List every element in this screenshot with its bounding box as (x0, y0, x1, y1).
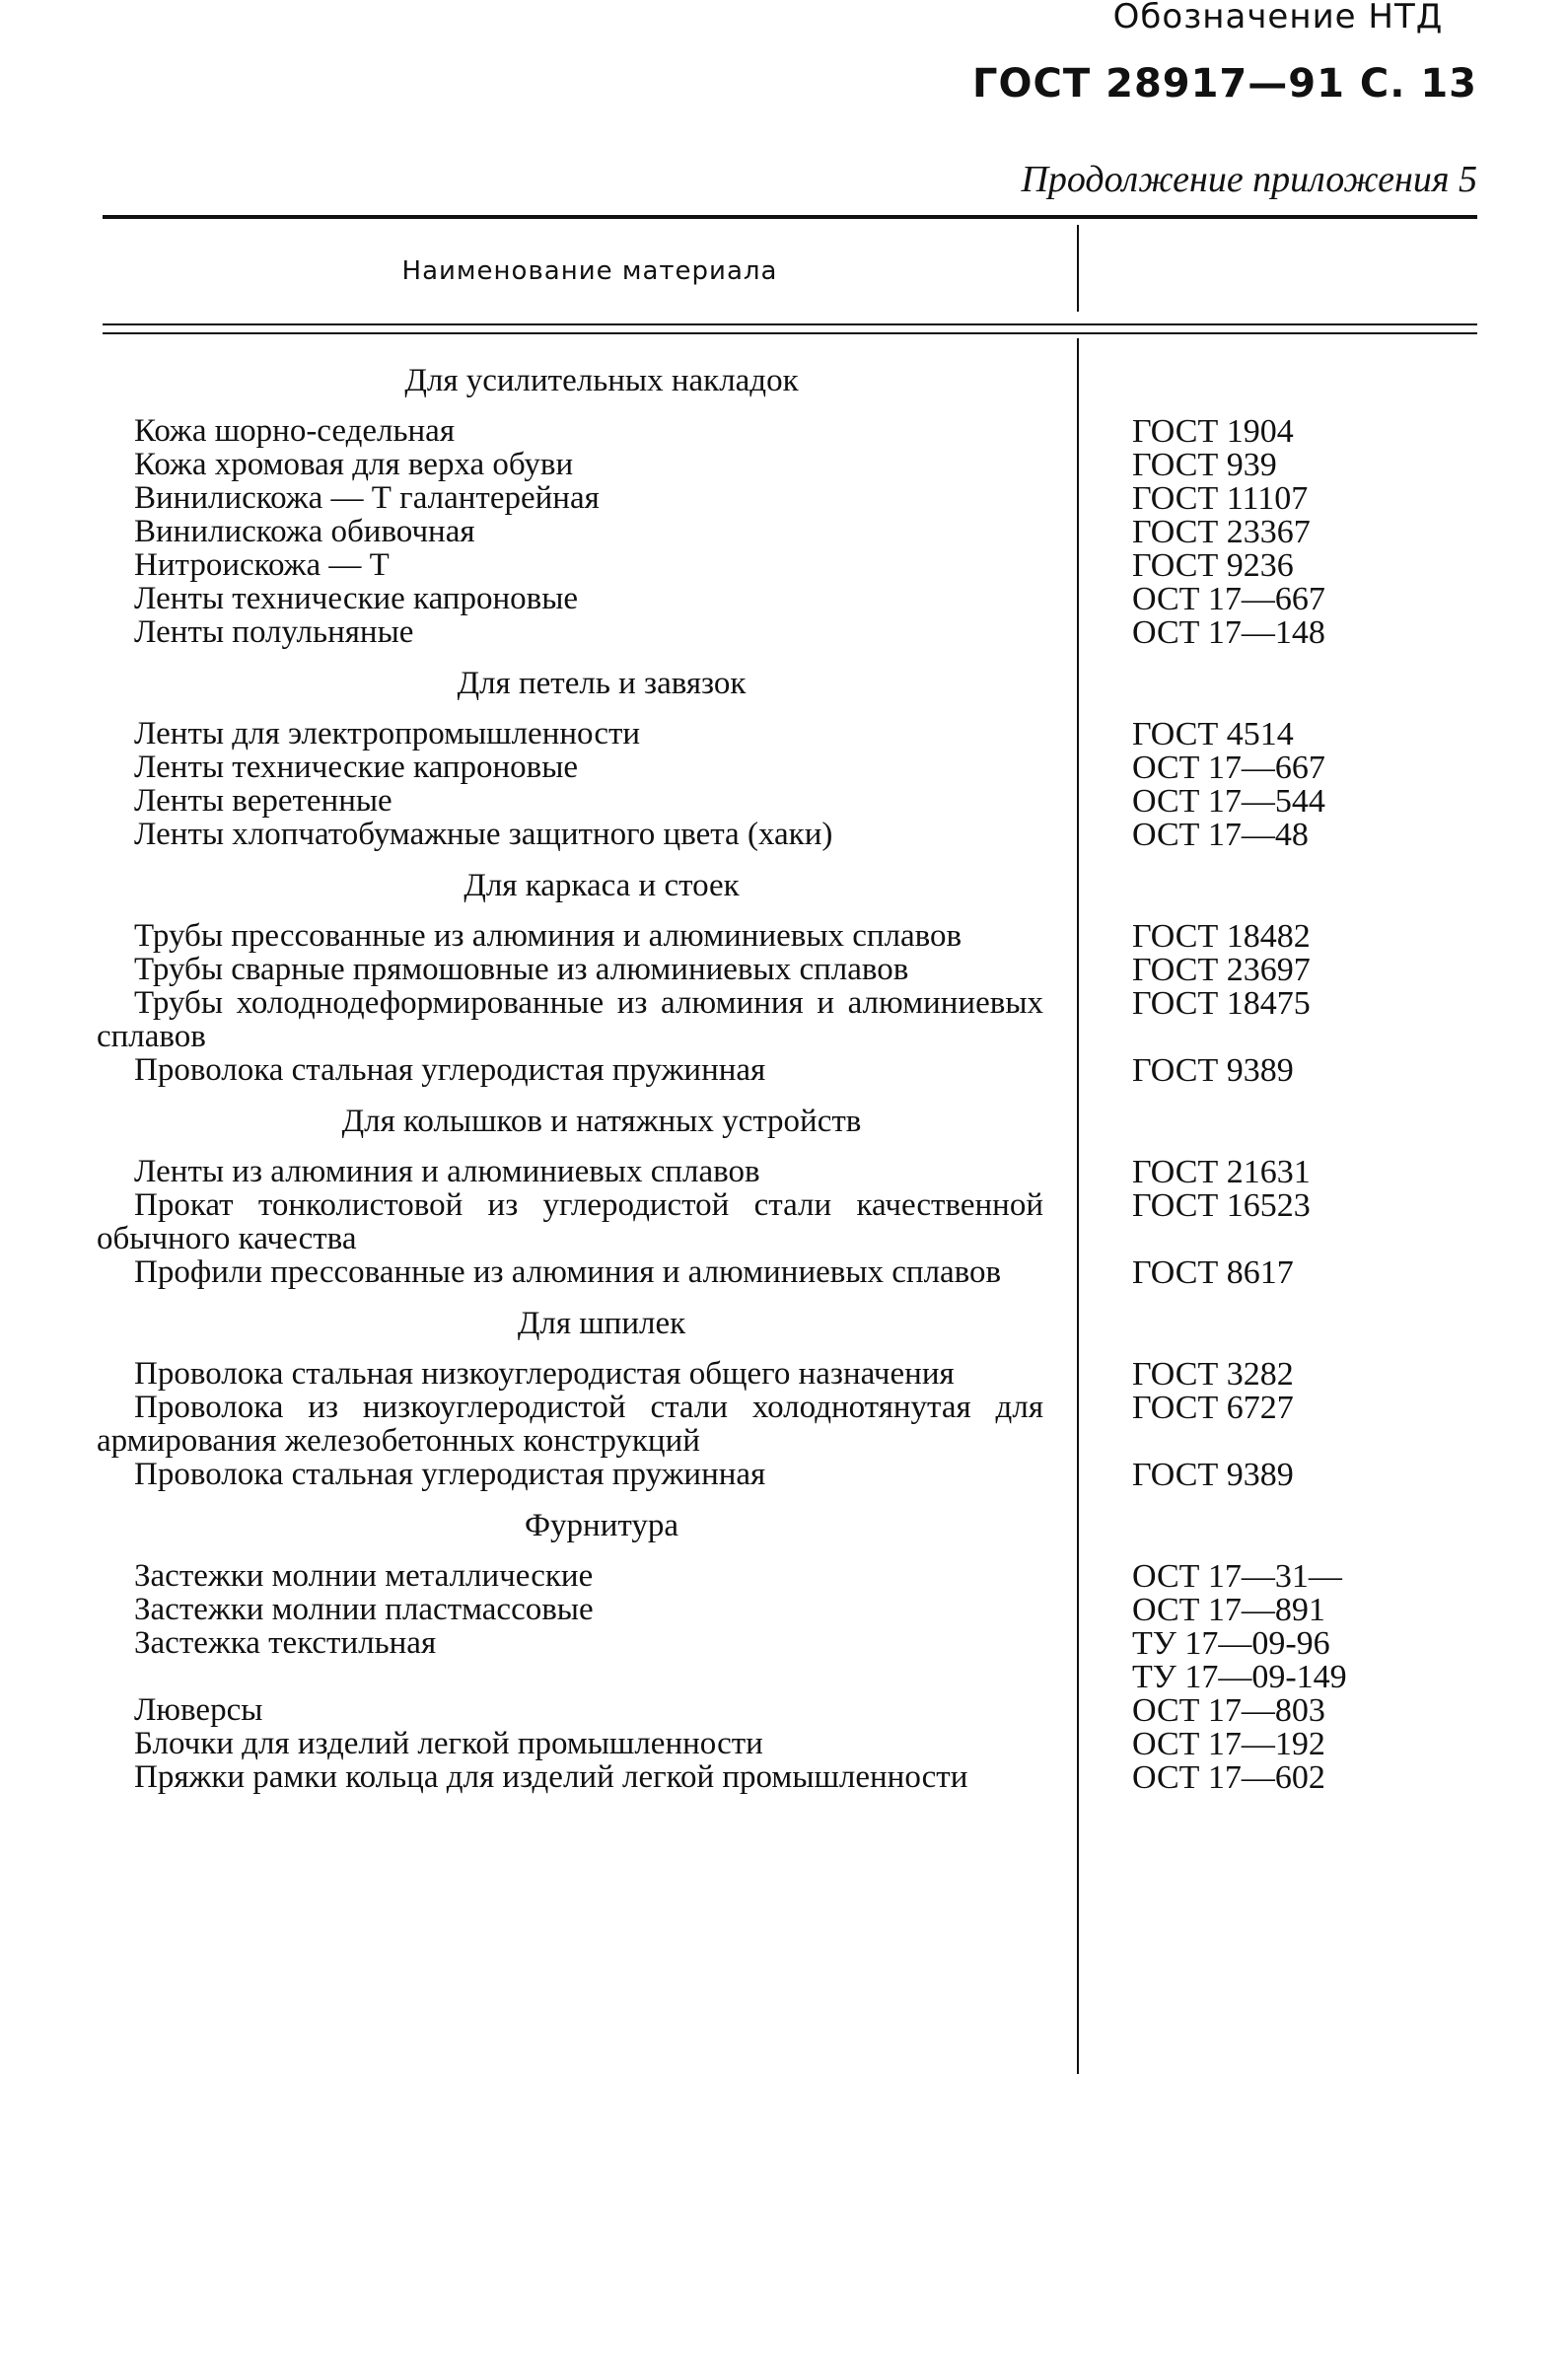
ntd-designation: ОСТ 17—667 (1132, 750, 1325, 786)
ntd-designation: ГОСТ 6727 (1132, 1390, 1294, 1426)
ntd-designation: ГОСТ 939 (1132, 447, 1277, 483)
material-name: Прокат тонколистовой из углеродистой стали качественной обычного качества (97, 1187, 1043, 1256)
section-title: Для усилительных накладок (404, 363, 799, 398)
table-row (0, 1727, 1568, 1760)
table-row (0, 1188, 1568, 1255)
ntd-designation: ГОСТ 9389 (1132, 1457, 1294, 1493)
section-gap (0, 1491, 1568, 1507)
header-bottom-rule-2 (103, 332, 1477, 334)
section-gap (0, 851, 1568, 867)
table-row (0, 615, 1568, 649)
ntd-designation: ТУ 17—09-149 (1132, 1659, 1347, 1695)
table-row (0, 1053, 1568, 1087)
material-name: Винилискожа обивочная (134, 514, 475, 549)
ntd-designation: ОСТ 17—602 (1132, 1759, 1325, 1796)
table-row (0, 1458, 1568, 1491)
ntd-designation: ОСТ 17—148 (1132, 614, 1325, 651)
material-name: Застежка текстильная (134, 1625, 437, 1661)
material-name: Ленты хлопчатобумажные защитного цвета (хаки) (134, 817, 833, 852)
ntd-designation: ОСТ 17—192 (1132, 1726, 1325, 1762)
section-title: Для колышков и натяжных устройств (341, 1104, 862, 1139)
section-title: Для каркаса и стоек (463, 868, 740, 903)
table-section (0, 1103, 1568, 1305)
section-gap (0, 649, 1568, 665)
table-row (0, 515, 1568, 548)
table-row (0, 1760, 1568, 1794)
header-divider (1077, 225, 1079, 312)
ntd-designation: ОСТ 17—31— (1132, 1558, 1342, 1595)
material-name: Трубы сварные прямошовные из алюминиевых сплавов (134, 952, 909, 987)
ntd-designation: ТУ 17—09-96 (1132, 1625, 1330, 1662)
ntd-designation: ГОСТ 23697 (1132, 952, 1311, 988)
header-bottom-rule (103, 323, 1477, 325)
material-name: Ленты из алюминия и алюминиевых сплавов (134, 1154, 760, 1189)
ntd-designation: ГОСТ 1904 (1132, 413, 1294, 450)
section-gap (0, 1087, 1568, 1103)
table-body (0, 362, 1568, 1810)
material-name: Винилискожа — Т галантерейная (134, 480, 600, 516)
column-header-ntd: Обозначение НТД (1112, 0, 1444, 36)
ntd-designation: ГОСТ 8617 (1132, 1254, 1294, 1291)
ntd-designation: ГОСТ 9389 (1132, 1052, 1294, 1089)
material-name: Ленты полульняные (134, 614, 414, 650)
material-name: Ленты технические капроновые (134, 750, 579, 785)
table-row (0, 1391, 1568, 1458)
material-name: Ленты веретенные (134, 783, 392, 819)
material-name: Проволока из низкоуглеродистой стали холоднотянутая для армирования железобетонных конструкций (97, 1390, 1043, 1459)
table-section (0, 1305, 1568, 1507)
continuation-caption: Продолжение приложения 5 (1021, 159, 1477, 200)
page-header: ГОСТ 28917—91 С. 13 (972, 61, 1477, 107)
material-name: Проволока стальная углеродистая пружинная (134, 1052, 766, 1088)
table-row (0, 919, 1568, 953)
material-name (97, 1660, 1043, 1693)
table-row (0, 751, 1568, 784)
ntd-designation: ГОСТ 18482 (1132, 918, 1311, 955)
table-row (0, 784, 1568, 818)
column-header-name: Наименование материала (401, 256, 778, 286)
ntd-designation: ГОСТ 16523 (1132, 1187, 1311, 1224)
material-name: Блочки для изделий легкой промышленности (134, 1726, 763, 1761)
ntd-designation: ГОСТ 11107 (1132, 480, 1309, 517)
material-name: Застежки молнии пластмассовые (134, 1592, 594, 1627)
table-section (0, 1507, 1568, 1810)
table-row (0, 481, 1568, 515)
material-name: Пряжки рамки кольца для изделий легкой промышленности (134, 1759, 968, 1795)
material-name: Люверсы (134, 1692, 263, 1728)
section-title: Для шпилек (517, 1306, 686, 1341)
material-name: Кожа шорно-седельная (134, 413, 456, 449)
table-row (0, 1357, 1568, 1391)
table-row (0, 717, 1568, 751)
table-row (0, 448, 1568, 481)
table-row (0, 1593, 1568, 1626)
table-row (0, 1155, 1568, 1188)
ntd-designation: ГОСТ 23367 (1132, 514, 1311, 550)
table-row (0, 582, 1568, 615)
material-name: Проволока стальная низкоуглеродистая общего назначения (134, 1356, 955, 1392)
material-name: Проволока стальная углеродистая пружинная (134, 1457, 766, 1492)
table-row (0, 818, 1568, 851)
table-row (0, 414, 1568, 448)
table-row (0, 1255, 1568, 1289)
ntd-designation: ОСТ 17—667 (1132, 581, 1325, 617)
section-gap (0, 1794, 1568, 1810)
ntd-designation: ГОСТ 9236 (1132, 547, 1294, 584)
ntd-designation: ГОСТ 21631 (1132, 1154, 1311, 1190)
table-top-rule (103, 215, 1477, 219)
table-section (0, 867, 1568, 1103)
table-row (0, 548, 1568, 582)
ntd-designation: ОСТ 17—48 (1132, 817, 1309, 853)
section-title: Для петель и завязок (457, 666, 747, 701)
material-name: Застежки молнии металлические (134, 1558, 594, 1594)
table-section (0, 362, 1568, 665)
table-row (0, 953, 1568, 986)
ntd-designation: ОСТ 17—803 (1132, 1692, 1325, 1729)
table-row (0, 1660, 1568, 1693)
table-row (0, 1693, 1568, 1727)
table-row (0, 1559, 1568, 1593)
ntd-designation: ОСТ 17—891 (1132, 1592, 1325, 1628)
ntd-designation: ОСТ 17—544 (1132, 783, 1325, 820)
material-name: Нитроискожа — Т (134, 547, 390, 583)
material-name: Трубы прессованные из алюминия и алюминиевых сплавов (134, 918, 962, 954)
ntd-designation: ГОСТ 4514 (1132, 716, 1294, 752)
ntd-designation: ГОСТ 18475 (1132, 985, 1311, 1022)
section-title: Фурнитура (524, 1508, 679, 1543)
section-gap (0, 1289, 1568, 1305)
table-section (0, 665, 1568, 867)
material-name: Трубы холоднодеформированные из алюминия и алюминиевых сплавов (97, 985, 1043, 1054)
ntd-designation: ГОСТ 3282 (1132, 1356, 1294, 1393)
material-name: Кожа хромовая для верха обуви (134, 447, 574, 482)
material-name: Профили прессованные из алюминия и алюминиевых сплавов (134, 1254, 1002, 1290)
material-name: Ленты для электропромышленности (134, 716, 641, 751)
table-row (0, 1626, 1568, 1660)
material-name: Ленты технические капроновые (134, 581, 579, 616)
table-row (0, 986, 1568, 1053)
